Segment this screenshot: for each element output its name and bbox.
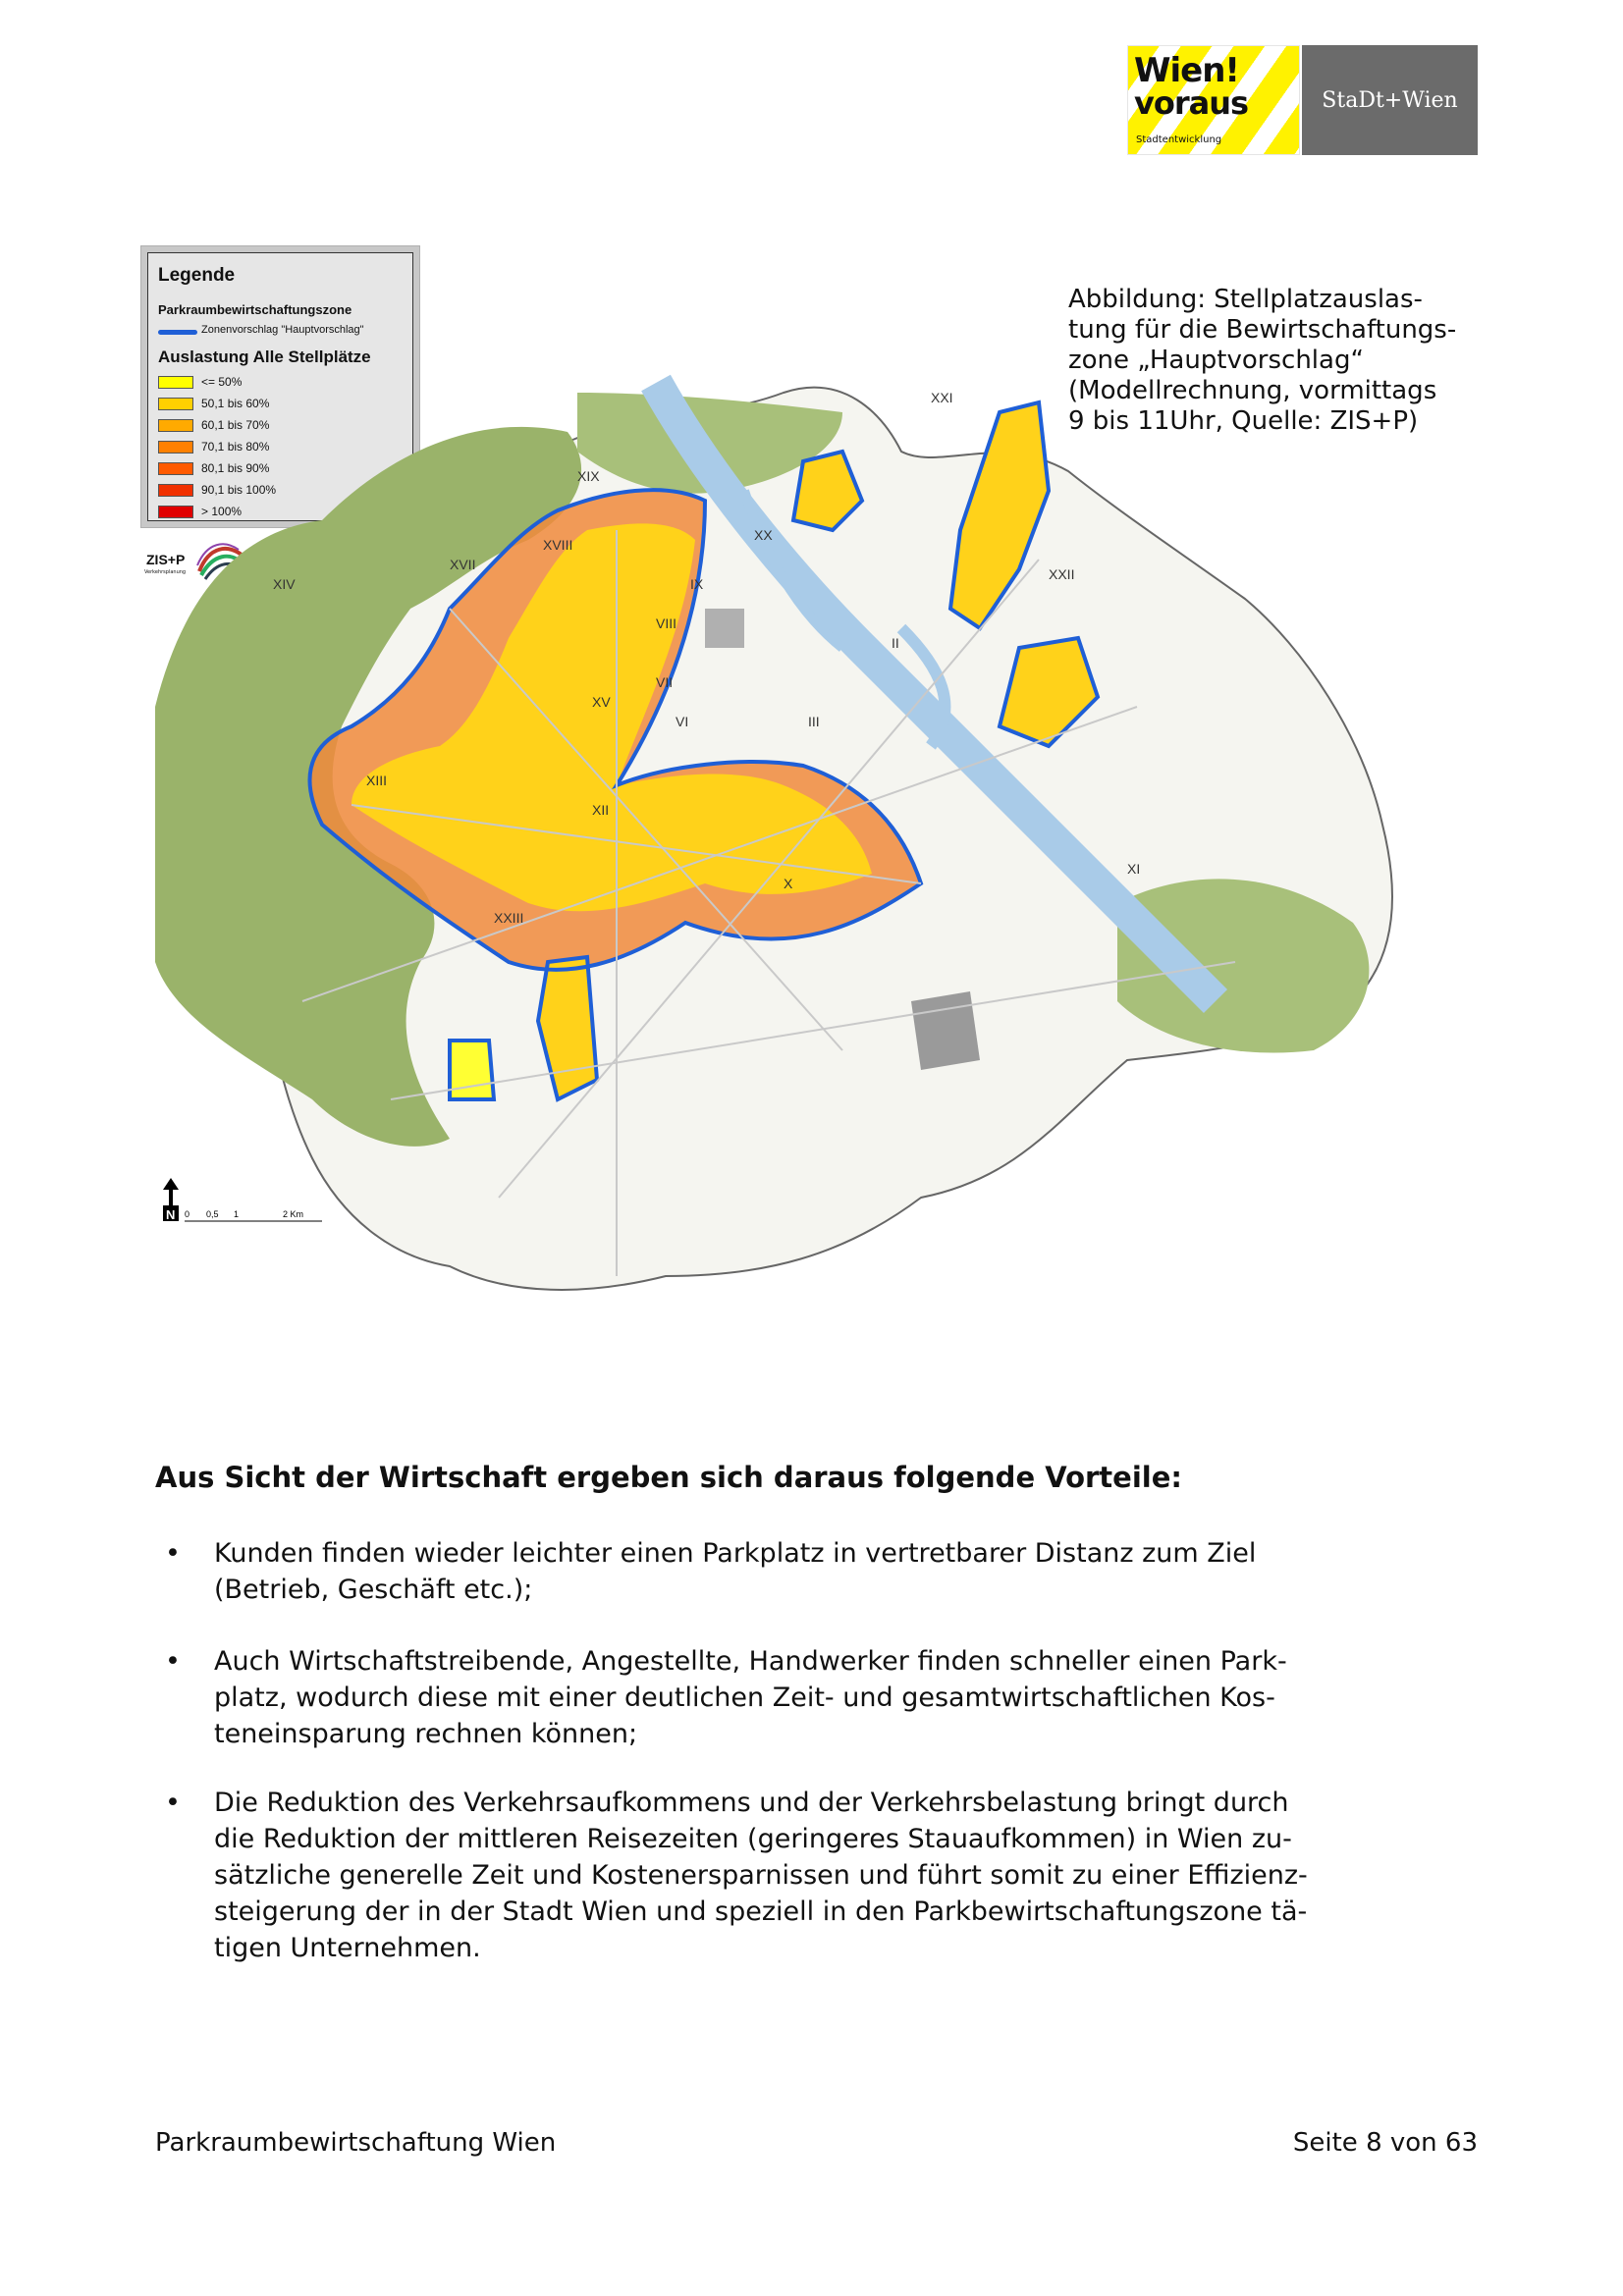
scale-label: 0,5	[206, 1209, 219, 1219]
section-heading: Aus Sicht der Wirtschaft ergeben sich daraus folgende Vorteile:	[155, 1461, 1182, 1494]
legend-row	[158, 397, 269, 410]
logo-wien-sub: Stadtentwicklung	[1136, 134, 1222, 145]
district-label: II	[892, 635, 899, 651]
grey-area-2	[705, 609, 744, 648]
district-label: XII	[592, 802, 610, 818]
bullet-mark: •	[165, 1538, 181, 1569]
zisp-logo-text: ZIS+P	[146, 552, 186, 567]
district-label: XIX	[577, 468, 600, 484]
footer-title: Parkraumbewirtschaftung Wien	[155, 2128, 557, 2158]
legend-label: 60,1 bis 70%	[201, 418, 270, 432]
district-label: XVII	[450, 557, 476, 572]
figure-caption: Abbildung: Stellplatzauslas- tung für die Bewirtschaftungs- zone „Hauptvorschlag“ (Modellrechnung, vormittags 9 bis 11Uhr, Quelle: ZIS+P)	[1068, 285, 1457, 436]
bullet-text: Auch Wirtschaftstreibende, Angestellte, Handwerker finden schneller einen Park- platz, wodurch diese mit einer deutlichen Zeit- und gesamtwirtschaftlichen Kos- teneinsparung rechnen können;	[214, 1646, 1287, 1749]
district-label: XIII	[366, 773, 388, 788]
scale-label: 0	[185, 1209, 190, 1219]
district-label: X	[784, 876, 793, 891]
district-label: IX	[690, 576, 704, 592]
wien-voraus-logo	[1127, 45, 1300, 155]
legend-row	[158, 375, 242, 389]
bullet-mark: •	[165, 1646, 181, 1677]
district-label: XVIII	[543, 537, 573, 553]
district-label: XXIII	[494, 910, 524, 926]
bullet-text: Die Reduktion des Verkehrsaufkommens und der Verkehrsbelastung bringt durch die Reduktion der mittleren Reisezeiten (geringeres Stauaufkommen) in Wien zu- sätzliche generelle Zeit und Kostenersparnissen und führt somit zu einer Effizienz- steigerung der in der Stadt Wien und speziell in den Parkbewirtschaftungszone tä- tigen Unternehmen.	[214, 1788, 1308, 1963]
district-label: XV	[592, 694, 611, 710]
page-number: Seite 8 von 63	[1292, 2128, 1478, 2158]
district-label: VI	[676, 714, 689, 729]
bullet-text: Kunden finden wieder leichter einen Parkplatz in vertretbarer Distanz zum Ziel (Betrieb, Geschäft etc.);	[214, 1538, 1257, 1605]
grey-area-1	[911, 991, 980, 1070]
legend-auslastung-heading: Auslastung Alle Stellplätze	[158, 347, 371, 366]
district-label: XI	[1127, 861, 1141, 877]
district-label: VIII	[656, 615, 677, 631]
legend-label: <= 50%	[201, 375, 243, 389]
legend-zone-line-swatch	[158, 330, 197, 335]
legend-label: 80,1 bis 90%	[201, 461, 270, 475]
district-label: XXI	[931, 390, 953, 405]
district-label: XXII	[1049, 566, 1075, 582]
legend-swatch	[158, 398, 193, 410]
legend-label: 70,1 bis 80%	[201, 440, 270, 454]
legend-zone-heading: Parkraumbewirtschaftungszone	[158, 302, 352, 317]
logo-wien-line1: Wien!	[1134, 51, 1239, 90]
district-label: XIV	[273, 576, 296, 592]
legend-label: 50,1 bis 60%	[201, 397, 270, 410]
legend-label: > 100%	[201, 505, 243, 518]
stadt-wien-logo: StaDt+Wien	[1302, 45, 1478, 155]
district-label: VII	[656, 674, 674, 690]
scale-label: 2 Km	[283, 1209, 304, 1219]
scale-bar	[185, 1209, 322, 1221]
north-arrow	[163, 1178, 179, 1222]
district-label: XX	[754, 527, 773, 543]
north-label: N	[166, 1207, 176, 1222]
legend-title: Legende	[158, 265, 236, 286]
logo-wien-line2: voraus	[1134, 84, 1249, 122]
scale-label: 1	[234, 1209, 240, 1219]
legend-swatch	[158, 376, 193, 389]
legend-label: 90,1 bis 100%	[201, 483, 277, 497]
zisp-logo-sub: Verkehrsplanung	[144, 569, 187, 575]
zone-liesing	[450, 1041, 494, 1099]
bullet-mark: •	[165, 1788, 181, 1818]
district-label: III	[808, 714, 820, 729]
legend-zone-line-label: Zonenvorschlag "Hauptvorschlag"	[201, 324, 364, 336]
